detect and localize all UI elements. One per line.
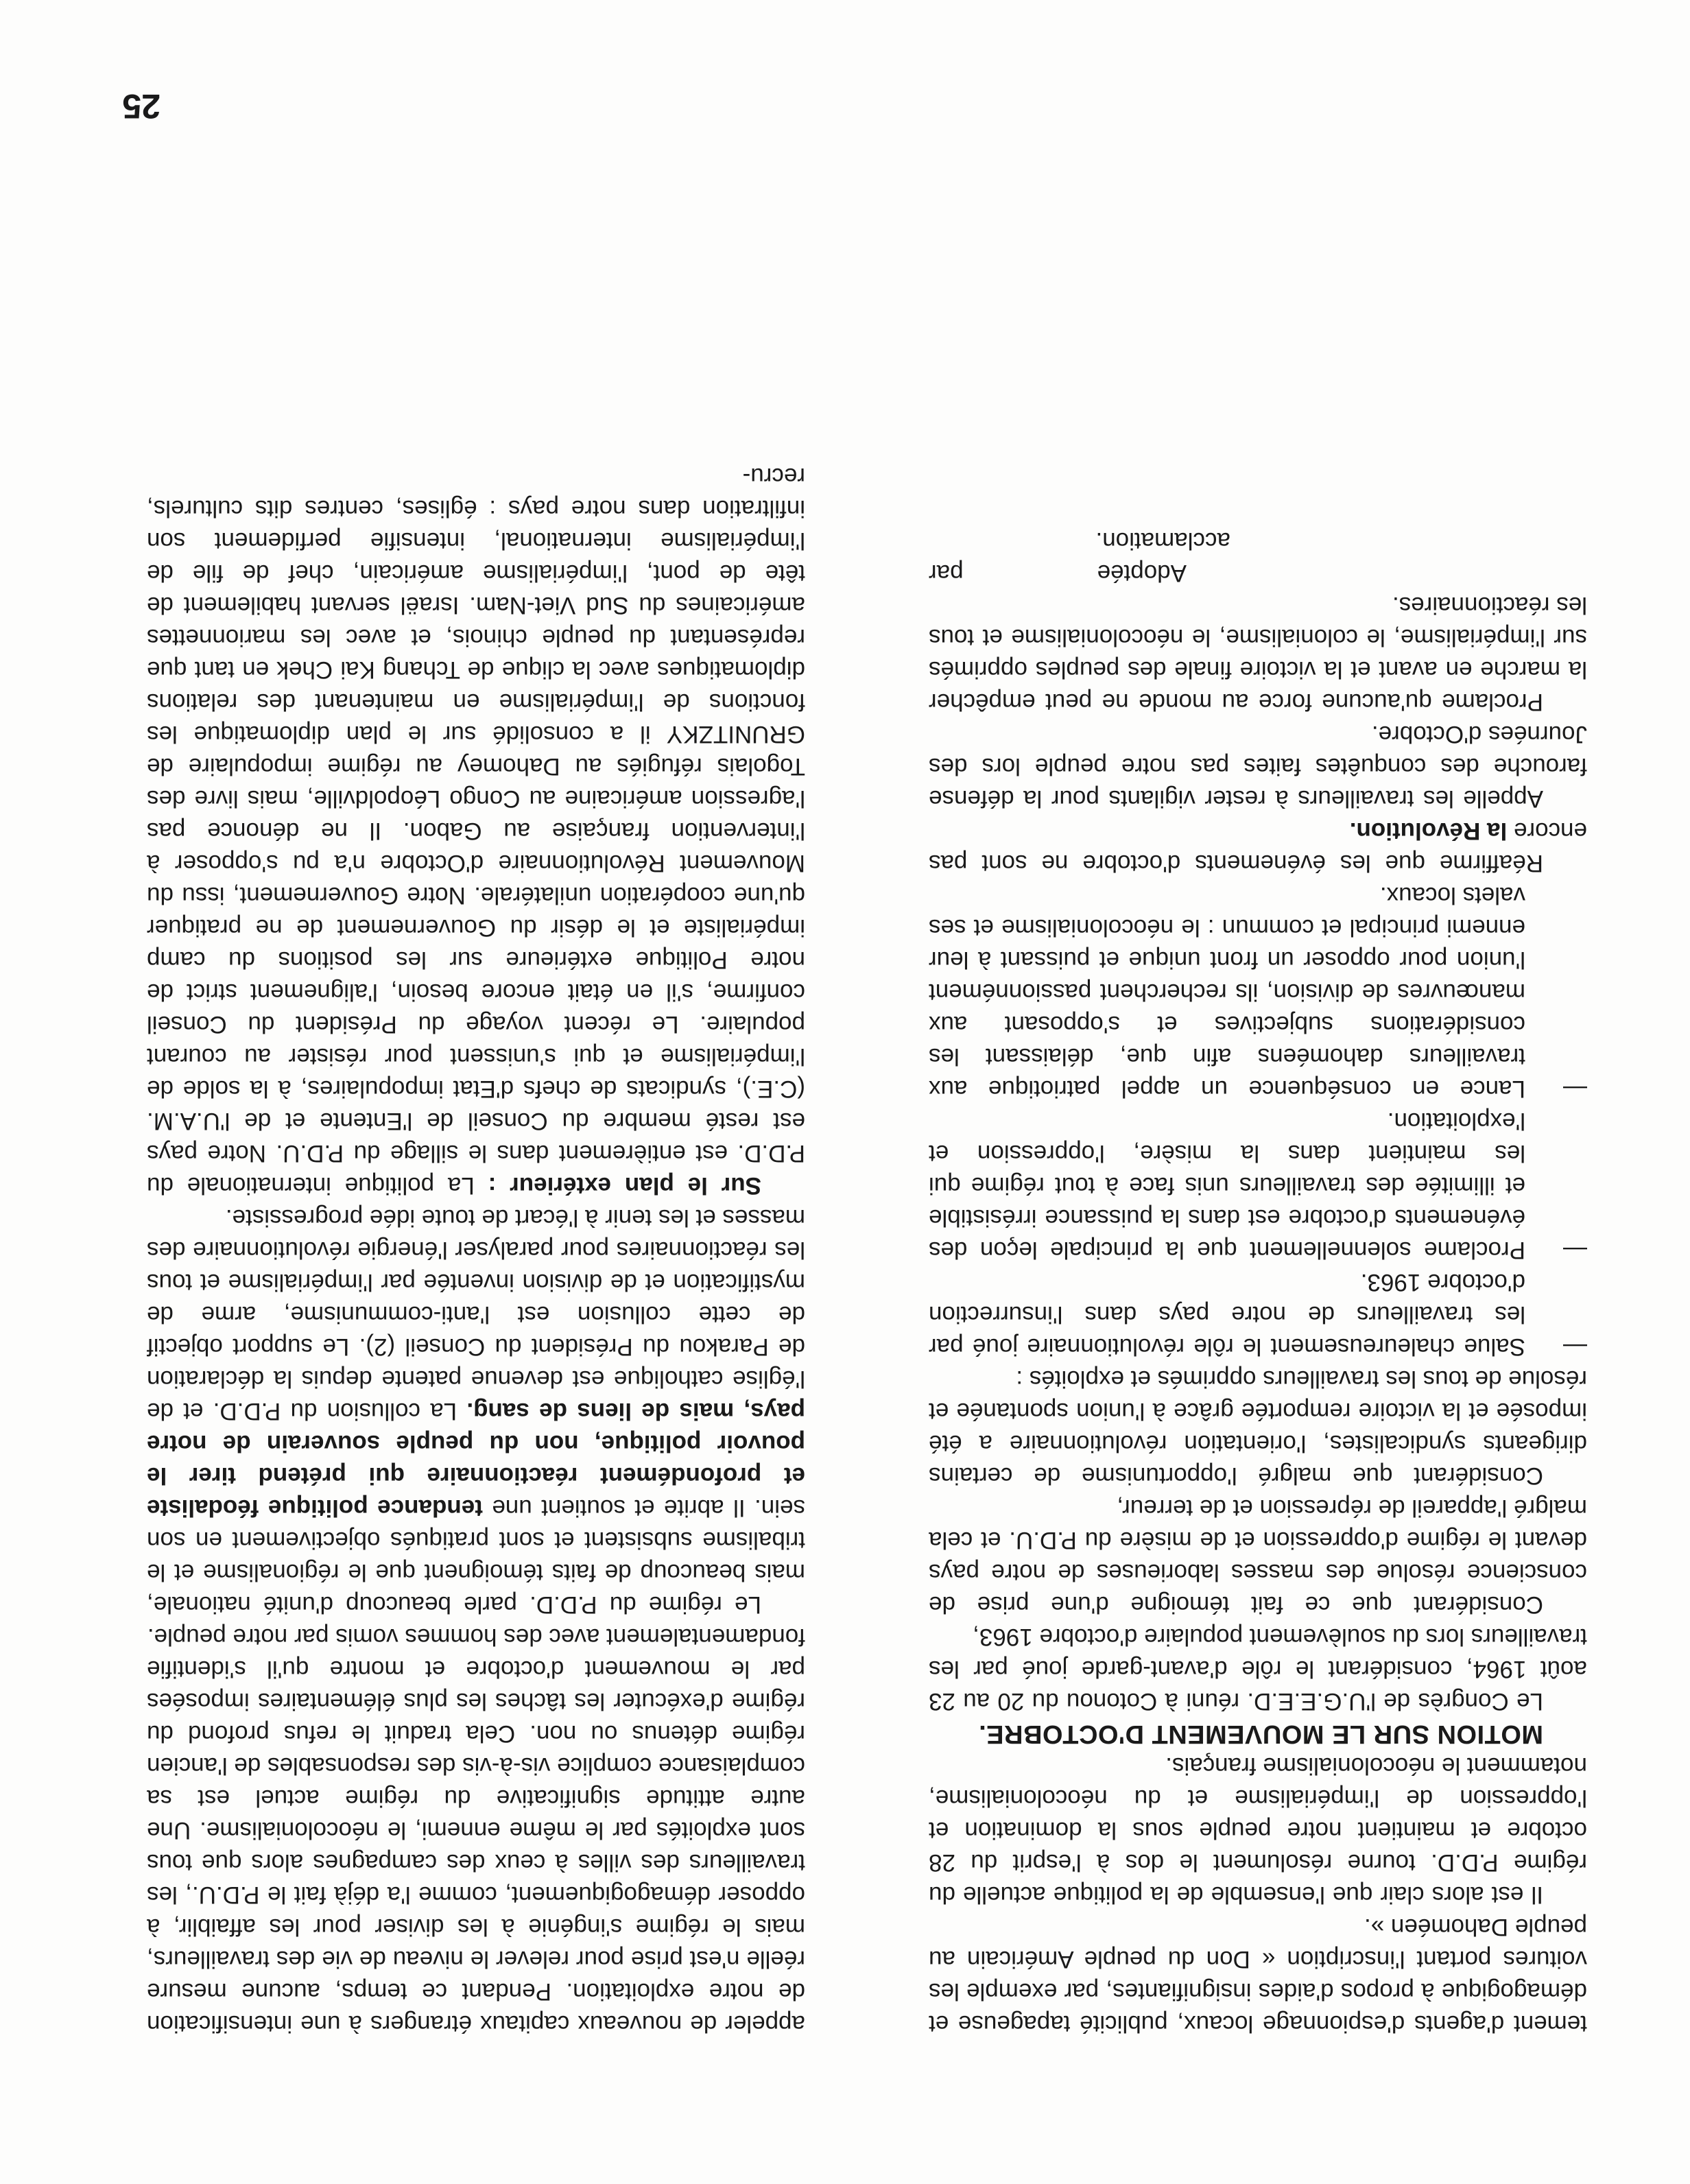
paragraph: Considérant que malgré l'opportunisme de certains dirigeants syndicalistes, l'orientation révolutionnaire a été imposée et la victoire remportée grâce à l'union spontanée et résolue de tous les travailleurs opprimés et exploités :: [929, 1366, 1587, 1489]
paragraph: [147, 1202, 805, 1621]
paragraph: Considérant que ce fait témoigne d'une prise de conscience résolue des masses laborieuses de notre pays devant le régime d'oppression et de misère du P.D.U. et cela malgré l'appareil de répression et de terreur,: [929, 1495, 1587, 1618]
dash-text: Proclame solennellement que la principale leçon des événements d'octobre est dans la puissance irrésistible et illimitée des travailleurs unis face à tout régime qui les maintient dans la misère, l'oppression et l'exploitation.: [929, 1108, 1525, 1263]
text-run: La politique internationale du P.D.D. est entièrement dans le sillage du P.D.U. Notre pays est resté membre du Conseil de l'Entente et de l'U.A.M.(C.E.), syndicats de chefs d'Etat impopulaires, à la solde de l'impérialisme et qui s'unissent pour résister au courant populaire. Le récent voyage du Président du Conseil confirme, s'il en était encore besoin, l'alignement strict de notre Politique extérieure sur les positions du camp impérialiste et le désir du Gouvernement de ne pratiquer qu'une coopération unilatérale. Notre Gouvernement, issu du Mouvement Révolutionnaire d'Octobre n'a pu s'opposer à l'intervention française au Gabon. Il ne dénonce pas l'agression américaine au Congo Léopoldville, mais livre des Togolais réfugiés au Dahomey au régime impopulaire de GRUNITZKY il a consolidé sur le plan diplomatique les fonctions de l'impérialisme en maintenant des relations diplomatiques avec la clique de Tchang Kai Chek en tant que représentant du peuple chinois, et avec les marionnettes américaines du Sud Viet-Nam. Israël servant habilement de tête de pont, l'impérialisme américain, chef de file de l'impérialisme international, intensifie perfidement son infiltration dans notre pays : églises, centres dits culturels, recru-: [147, 463, 805, 1199]
dash-marker: —: [1563, 1076, 1587, 1102]
paragraph: Appelle les travailleurs à rester vigilants pour la défense farouche des conquêtes faites pas notre peuple lors des Journées d'Octobre.: [929, 721, 1587, 812]
paragraph: appeler de nouveaux capitaux étrangers à une intensification de notre exploitation. Pendant ce temps, aucune mesure réelle n'est prise pour relever le niveau de vie des travailleurs, mais le régime s'ingénie à les diviser pour les affaiblir, à opposer démagogiquement, comme l'a déjà fait le P.D.U., les travailleurs des villes à ceux des campagnes alors que tous sont exploités par le même ennemi, le néocolonialisme. Une autre attitude significative du régime actuel est sa complaisance complice vis-à-vis des responsables de l'ancien régime détenus ou non. Cela traduit le refus profond du régime d'exécuter les tâches les plus élémentaires imposées par le mouvement d'octobre et montre qu'il s'identifie fondamentalement avec des hommes vomis par notre peuple.: [147, 1624, 805, 2037]
motion-title: MOTION SUR LE MOUVEMENT D'OCTOBRE.: [978, 1720, 1543, 1748]
dash-marker: —: [1563, 1333, 1587, 1360]
page-number: 25: [122, 87, 160, 126]
dash-text: Lance en conséquence un appel patriotique aux travailleurs dahoméens afin que, délaissant les considérations subjectives et s'opposant aux manœuvres de division, ils recherchent passionnément l'union pour opposer un front unique et puissant à leur ennemi principal et commun : le néocolonialisme et ses valets locaux.: [929, 882, 1525, 1102]
dash-item: [929, 1266, 1587, 1363]
bold-text: la Révolution.: [1349, 818, 1508, 844]
text-run: La collusion du P.D.D. et de l'église catholique est devenue patente depuis la déclaration de Parakou du Président du Conseil (2). Le support objectif de cette collusion est l'anti-communisme, arme de mystification et de division inventée par l'impérialisme et tous les réactionnaires pour paralyser l'énergie révolutionnaire des masses et les tenir à l'écart de toute idée progressiste.: [147, 1204, 805, 1425]
text-run: Le régime du P.D.D. parle beaucoup d'unité nationale, mais beaucoup de faits témoignent que le régionalisme et le tribalisme subsistent et sont pratiqués objectivement en son sein. Il abrite et soutient une: [147, 1495, 805, 1618]
dash-text: Salue chaleureusement le rôle révolutionnaire joué par les travailleurs de notre pays dans l'insurrection d'octobre 1963.: [929, 1269, 1525, 1360]
dash-item: [929, 879, 1587, 1105]
paragraph: [929, 815, 1587, 879]
dash-marker: —: [1563, 1237, 1587, 1263]
adopted-line: Adoptée par acclamation.: [929, 527, 1230, 586]
paragraph: Proclame qu'aucune force au monde ne peut empêcher la marche en avant et la victoire finale des peuples opprimés sur l'impérialisme, le colonialisme, le néocolonialisme et tous les réactionnaires.: [929, 592, 1587, 715]
dash-item: [929, 1105, 1587, 1266]
text-run: Réaffirme que les événements d'octobre ne sont pas encore: [929, 818, 1587, 877]
paragraph: Le Congrès de l'U.G.E.E.D. réuni à Cotonou du 20 au 23 août 1964, considérant le rôle d'avant-garde joué par les travailleurs lors du soulèvement populaire d'octobre 1963,: [929, 1624, 1587, 1715]
bold-text: Sur le plan extérieur :: [488, 1172, 761, 1199]
paragraph: tement d'agents d'espionnage locaux, publicité tapageuse et démagogique à propos d'aides insignifiantes, par exemple les voitures portant l'inscription « Don du peuple Américain au peuple Dahoméen ».: [929, 1914, 1587, 2037]
right-column: [147, 460, 805, 2040]
paragraph: [147, 460, 805, 1202]
bold-text: tendance politique féodaliste et profondément réactionnaire qui prétend tirer le pouvoir politique, non du peuple souverain de notre pays, mais de liens de sang.: [147, 1398, 805, 1521]
paragraph: Il est alors clair que l'ensemble de la politique actuelle du régime P.D.D. tourne résolument le dos à l'esprit du 28 octobre et maintient notre peuple sous la domination et l'oppression de l'impérialisme et du néocolonialisme, notamment le néocolonialisme français.: [929, 1753, 1587, 1908]
left-column: [929, 525, 1587, 2040]
